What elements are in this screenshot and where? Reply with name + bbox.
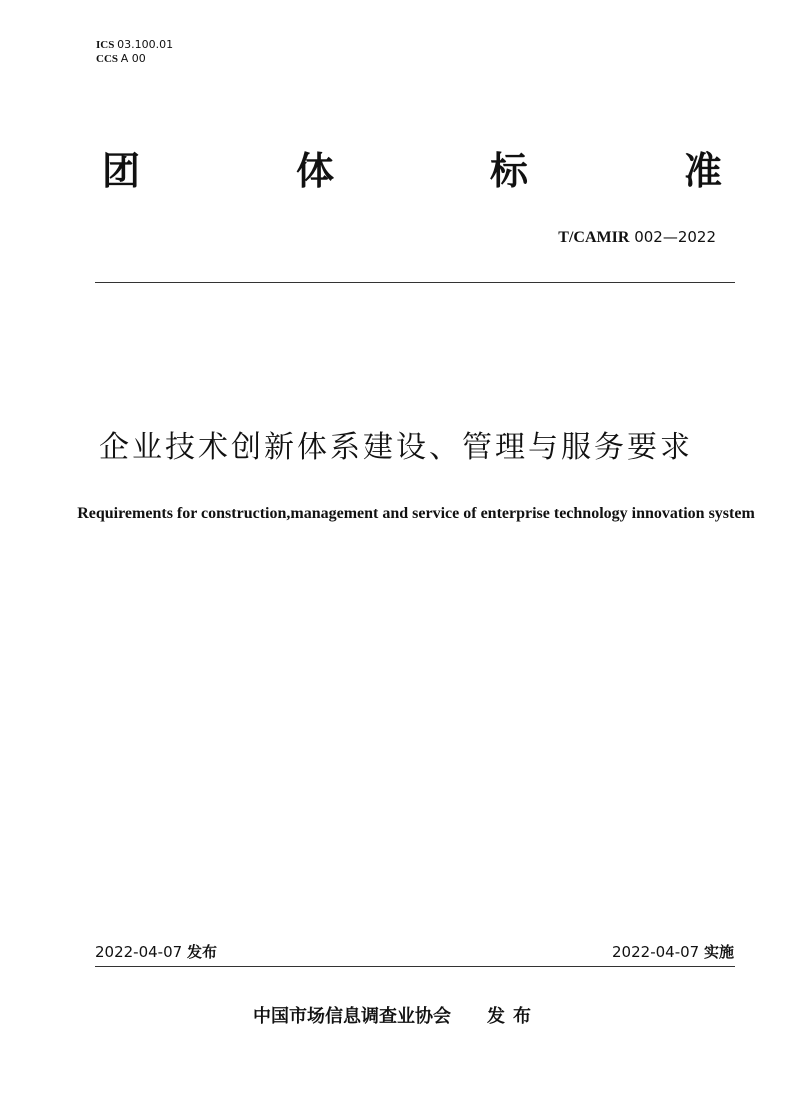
standard-number-value: 002—2022 (634, 228, 716, 246)
publish-date-value: 2022-04-07 (95, 943, 183, 961)
document-title-chinese: 企业技术创新体系建设、管理与服务要求 (99, 430, 693, 465)
implementation-date-label: 实施 (703, 943, 734, 961)
ccs-row (96, 52, 173, 66)
bottom-divider (95, 966, 735, 967)
implementation-date (612, 942, 734, 962)
ccs-label: CCS (96, 53, 119, 65)
implementation-date-value: 2022-04-07 (612, 943, 700, 961)
standard-type-char: 准 (683, 149, 722, 193)
publisher-action: 发布 (487, 1006, 539, 1027)
ics-code: 03.100.01 (117, 38, 174, 51)
classification-codes (96, 38, 173, 66)
standard-type-heading (102, 148, 722, 194)
standard-number-prefix: T/CAMIR (558, 229, 630, 246)
publisher-name: 中国市场信息调查业协会 (253, 1006, 451, 1027)
top-divider (95, 282, 735, 283)
standard-type-char: 标 (489, 149, 528, 193)
publisher-line (0, 1005, 792, 1029)
ccs-code: A 00 (120, 52, 146, 65)
publish-date (95, 942, 217, 962)
standard-type-char: 团 (102, 149, 141, 193)
ics-label: ICS (96, 39, 115, 51)
ics-row (96, 38, 173, 52)
standard-type-char: 体 (295, 149, 334, 193)
publish-date-label: 发布 (186, 943, 217, 961)
document-title-english: Requirements for construction,management and service of enterprise technology innovation system (77, 505, 755, 522)
standard-number (558, 228, 716, 247)
